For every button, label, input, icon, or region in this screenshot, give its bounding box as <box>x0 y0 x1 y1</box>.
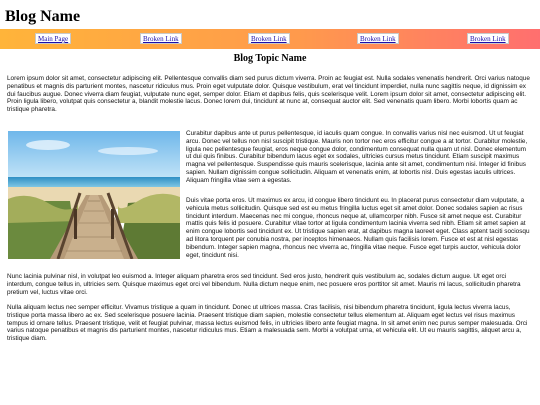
article-paragraph-1: Lorem ipsum dolor sit amet, consectetur adipiscing elit. Pellentesque convallis diam sed purus dictum viverra. Proin ac feugiat est. Nulla sodales venenatis hendrerit. Orci varius natoque penatibus et magnis dis parturient montes, nascetur ridiculus mus. Proin eget vulputate dolor. Quisque vestibulum, erat vel tincidunt imperdiet, nulla nunc sagittis neque, id dignissim ex dui faucibus augue. Donec viverra diam feugiat, vulputate nunc eget, semper dolor. Etiam et dapibus felis, quis scelerisque velit. Lorem ipsum dolor sit amet, consectetur adipiscing elit. Proin ligula libero, volutpat quis consectetur a, blandit molestie lacus. Donec lorem dui, tincidunt at nunc at, consequat auctor elit. Sed venenatis quam libero. Morbi lobortis quam ac tristique pharetra. <box>7 75 530 114</box>
beach-boardwalk-photo <box>8 131 180 259</box>
nav-link-broken-2[interactable]: Broken Link <box>248 33 290 44</box>
article-paragraph-3: Duis vitae porta eros. Ut maximus ex arcu, id congue libero tincidunt eu. In placerat purus consectetur diam vulputate, a vehicula metus sollicitudin. Quisque sed est eu metus fringilla luctus eget sit amet dolor. Donec sodales sapien ac risus tincidunt interdum. Maecenas nec mi congue, rhoncus neque at, ullamcorper nibh. Fusce sit amet neque est. Curabitur mattis quis felis id posuere. Curabitur vitae tortor at ligula condimentum lacinia viverra sed nibh. Etiam sit amet sapien at enim congue lobortis sed tincidunt ex. Ut tristique sapien erat, at dapibus magna laoreet eget. Class aptent taciti sociosqu ad litora torquent per conubia nostra, per inceptos himenaeos. Nullam quis facilisis lorem. Fusce et est at nisl egestas bibendum. Integer sapien magna, rhoncus nec viverra ac, fringilla vitae neque. Fusce eget turpis auctor, vehicula dolor eget, tincidunt nisi. <box>186 197 530 259</box>
nav-link-broken-4[interactable]: Broken Link <box>467 33 509 44</box>
nav-link-main-page[interactable]: Main Page <box>35 33 71 44</box>
article-paragraph-5: Nulla aliquam lectus nec semper efficitur. Vivamus tristique a quam in tincidunt. Donec ut ultrices massa. Cras facilisis, nisi bibendum pharetra tincidunt, ligula lectus viverra lacus, tristique porta massa libero ac ex. Sed scelerisque posuere lacinia. Praesent tristique diam sapien, molestie consectetur tellus elementum at. Aliquam eget lectus vel risus maximus tempus id ornare tellus. Praesent tristique, velit et feugiat pulvinar, massa lectus euismod felis, in ultricies libero ante feugiat magna. In sit amet enim nec purus semper malesuada. Orci varius natoque penatibus et magnis dis parturient montes, nascetur ridiculus mus. Etiam a malesuada sem. Morbi a volutpat urna, et vehicula elit. Ut eu mauris sagittis, aliquet arcu a, tristique diam. <box>7 304 528 343</box>
article-paragraph-4: Nunc lacinia pulvinar nisl, in volutpat leo euismod a. Integer aliquam pharetra eros sed tincidunt. Sed eros justo, hendrerit quis vestibulum ac, sodales dictum augue. Ut eget orci interdum, congue tellus in, ultricies sem. Quisque maximus eget orci vel bibendum. Nulla dictum neque enim, nec posuere eros porttitor sit amet. Mauris mi lacus, sollicitudin pharetra pretium vel, luctus vitae orci. <box>7 273 521 296</box>
nav-link-broken-1[interactable]: Broken Link <box>140 33 182 44</box>
nav-link-broken-3[interactable]: Broken Link <box>357 33 399 44</box>
article-paragraph-2: Curabitur dapibus ante ut purus pellentesque, id iaculis quam congue. In convallis varius nisl nec euismod. Ut ut feugiat arcu. Donec vel tellus non nisl suscipit tristique. Mauris non tortor nec eros efficitur congue a at tortor. Curabitur molestie, ligula nec pellentesque feugiat, eros neque congue dolor, condimentum consequat nulla quam ut nisl. Donec elementum ut dui quis finibus. Curabitur bibendum lacus eget ex sodales, ultricies cursus metus tincidunt. Etiam suscipit maximus magna vel pellentesque. Suspendisse quis mauris scelerisque, lacinia ante sit amet, condimentum nisi. Integer id finibus sapien. Nullam dignissim congue sollicitudin. Aliquam et venenatis enim, at lobortis nisl. Duis egestas iaculis ultrices. Aliquam fringilla vitae sem a egestas. <box>186 130 528 184</box>
blog-topic-title: Blog Topic Name <box>233 53 307 64</box>
blog-name: Blog Name <box>5 8 81 25</box>
nav-bar <box>0 29 540 49</box>
beach-photo-graphic <box>8 131 180 259</box>
